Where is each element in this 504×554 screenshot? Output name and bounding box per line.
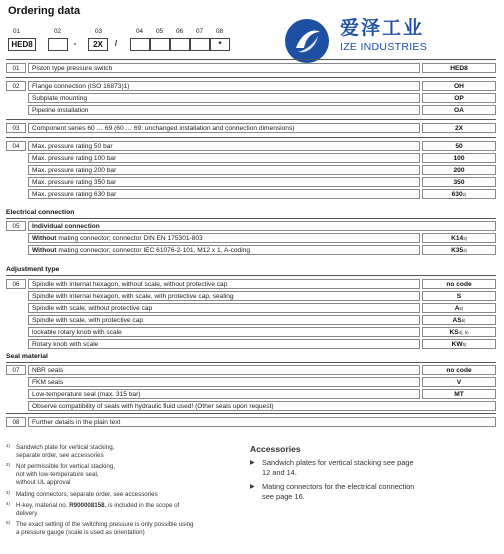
page-title: Ordering data xyxy=(8,5,81,17)
code-box-07 xyxy=(190,38,210,51)
logo-english-name: IZE INDUSTRIES xyxy=(340,41,428,53)
section-title: Electrical connection xyxy=(6,209,75,216)
triangle-right-icon: ▶ xyxy=(250,460,255,466)
table-row: Spindle with scale, with protective cap AS$^{5)}$ xyxy=(6,315,496,325)
code-pos-03: 03 xyxy=(95,28,103,35)
code-pos-07: 07 xyxy=(196,28,204,35)
table-row: Observe compatibility of seals with hydraulic fluid used! (Other seals upon request) xyxy=(6,401,496,411)
table-row: Without mating connector; connector IEC 61076-2-101, M12 x 1, A-coding K35$^{3)}$ xyxy=(6,245,496,255)
table-row: Rotary knob with scale KW$^{5)}$ xyxy=(6,339,496,349)
code-slash: / xyxy=(114,39,118,48)
code-pos-02: 02 xyxy=(54,28,62,35)
table-row: Without mating connector; connector DIN EN 175301-803 K14$^{3)}$ xyxy=(6,233,496,243)
code-dash: - xyxy=(73,39,77,48)
table-row: FKM seals V xyxy=(6,377,496,387)
table-row: 08 Further details in the plain text xyxy=(6,417,496,427)
table-row: Max. pressure rating 350 bar 350 xyxy=(6,177,496,187)
table-row: Subplate mounting OP xyxy=(6,93,496,103)
table-row: Pipeline installation OA xyxy=(6,105,496,115)
table-row: Spindle with scale, without protective cap $A^{5)}$ xyxy=(6,303,496,313)
section-title: Adjustment type xyxy=(6,266,60,273)
table-row: Spindle with internal hexagon, with scale, with protective cap, sealing S xyxy=(6,291,496,301)
section-title: Seal material xyxy=(6,353,48,360)
code-pos-05: 05 xyxy=(156,28,164,35)
triangle-right-icon: ▶ xyxy=(250,484,255,490)
table-row: Max. pressure rating 100 bar 100 xyxy=(6,153,496,163)
code-box-type: HED8 xyxy=(8,38,36,51)
code-box-02 xyxy=(48,38,68,51)
table-row: Max. pressure rating 630 bar 630$^{2)}$ xyxy=(6,189,496,199)
table-row: Max. pressure rating 200 bar 200 xyxy=(6,165,496,175)
code-pos-08: 08 xyxy=(216,28,224,35)
table-row: 03 Component series 60 … 69 (60 … 69: unchanged installation and connection dimensions) 2X xyxy=(6,123,496,133)
code-box-08: * xyxy=(210,38,230,51)
logo-chinese-name: 爱泽工业 xyxy=(340,18,425,39)
table-row: 02 Flange connection (ISO 16873)1) OH xyxy=(6,81,496,91)
code-pos-01: 01 xyxy=(13,28,21,35)
table-row: 01 Piston type pressure switch HED8 xyxy=(6,63,496,73)
code-box-04 xyxy=(130,38,150,51)
table-row: 04 Max. pressure rating 50 bar 50 xyxy=(6,141,496,151)
code-box-06 xyxy=(170,38,190,51)
code-box-series: 2X xyxy=(88,38,108,51)
ize-logo-icon xyxy=(284,18,330,64)
table-row: 05 Individual connection xyxy=(6,221,496,231)
accessories-title: Accessories xyxy=(250,444,301,454)
table-row: lockable rotary knob with scale $KS^{4), 5)}$ xyxy=(6,327,496,337)
table-row: 06 Spindle with internal hexagon, without scale, without protective cap no code xyxy=(6,279,496,289)
table-row: Low-temperature seal (max. 315 bar) MT xyxy=(6,389,496,399)
code-box-05 xyxy=(150,38,170,51)
code-pos-06: 06 xyxy=(176,28,184,35)
table-row: 07 NBR seals no code xyxy=(6,365,496,375)
code-pos-04: 04 xyxy=(136,28,144,35)
